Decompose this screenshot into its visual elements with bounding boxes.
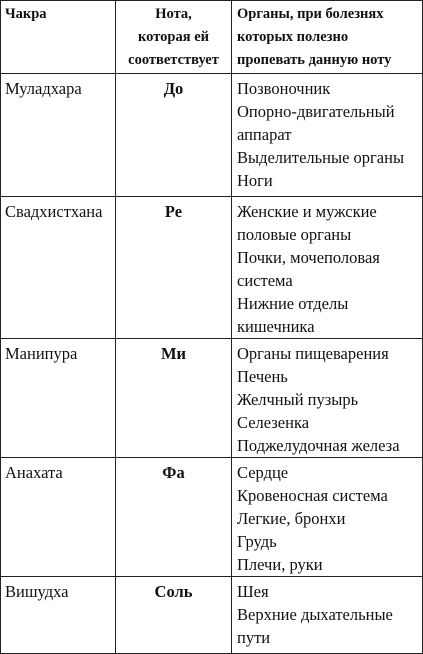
note-cell: До bbox=[116, 74, 232, 197]
organ-item: Позвоночник bbox=[237, 79, 331, 98]
chakra-cell: Муладхара bbox=[1, 74, 116, 197]
organ-item: Выделительные органы bbox=[237, 148, 405, 167]
organ-item: половые органы bbox=[237, 225, 352, 244]
table-row bbox=[1, 197, 423, 339]
organ-item: Ноги bbox=[237, 171, 273, 190]
table-header-row bbox=[1, 1, 423, 74]
chakra-cell: Манипура bbox=[1, 339, 116, 458]
header-organs bbox=[232, 1, 423, 74]
organ-item: Селезенка bbox=[237, 413, 310, 432]
table-row bbox=[1, 74, 423, 197]
organ-item: кишечника bbox=[237, 317, 315, 336]
header-organs-line: пропевать данную ноту bbox=[237, 52, 392, 68]
organs-cell bbox=[232, 577, 423, 654]
organ-item: Сердце bbox=[237, 463, 289, 482]
header-chakra bbox=[1, 1, 116, 74]
organ-item: Легкие, бронхи bbox=[237, 509, 346, 528]
header-note-line: которая ей bbox=[138, 29, 209, 45]
organ-item: Органы пищеварения bbox=[237, 344, 389, 363]
header-note bbox=[116, 1, 232, 74]
organs-cell bbox=[232, 458, 423, 577]
organ-item: Желчный пузырь bbox=[237, 390, 359, 409]
organ-item: Нижние отделы bbox=[237, 294, 349, 313]
organ-item: Шея bbox=[237, 582, 269, 601]
organ-item: Поджелудочная железа bbox=[237, 436, 400, 455]
organs-cell bbox=[232, 339, 423, 458]
table-row bbox=[1, 339, 423, 458]
header-note-line: Нота, bbox=[155, 6, 192, 22]
organ-item: Опорно-двигательный bbox=[237, 102, 395, 121]
organs-cell bbox=[232, 74, 423, 197]
organ-item: система bbox=[237, 271, 293, 290]
organ-item: Почки, мочеполовая bbox=[237, 248, 380, 267]
organ-item: Верхние дыхательные bbox=[237, 605, 393, 624]
organ-item: Женские и мужские bbox=[237, 202, 377, 221]
organs-cell bbox=[232, 197, 423, 339]
organ-item: Печень bbox=[237, 367, 288, 386]
chakra-cell: Анахата bbox=[1, 458, 116, 577]
organ-item: Кровеносная система bbox=[237, 486, 388, 505]
header-chakra-label: Чакра bbox=[5, 6, 47, 22]
note-cell: Ре bbox=[116, 197, 232, 339]
note-cell: Ми bbox=[116, 339, 232, 458]
organ-item: аппарат bbox=[237, 125, 292, 144]
organ-item: Грудь bbox=[237, 532, 277, 551]
header-note-line: соответствует bbox=[128, 52, 219, 68]
chakra-cell: Вишудха bbox=[1, 577, 116, 654]
header-organs-line: Органы, при болезнях bbox=[237, 6, 384, 22]
header-organs-line: которых полезно bbox=[237, 29, 349, 45]
note-cell: Соль bbox=[116, 577, 232, 654]
organ-item: Плечи, руки bbox=[237, 555, 323, 574]
table-row bbox=[1, 458, 423, 577]
chakra-cell: Свадхистхана bbox=[1, 197, 116, 339]
note-cell: Фа bbox=[116, 458, 232, 577]
table-row bbox=[1, 577, 423, 654]
organ-item: пути bbox=[237, 628, 271, 647]
